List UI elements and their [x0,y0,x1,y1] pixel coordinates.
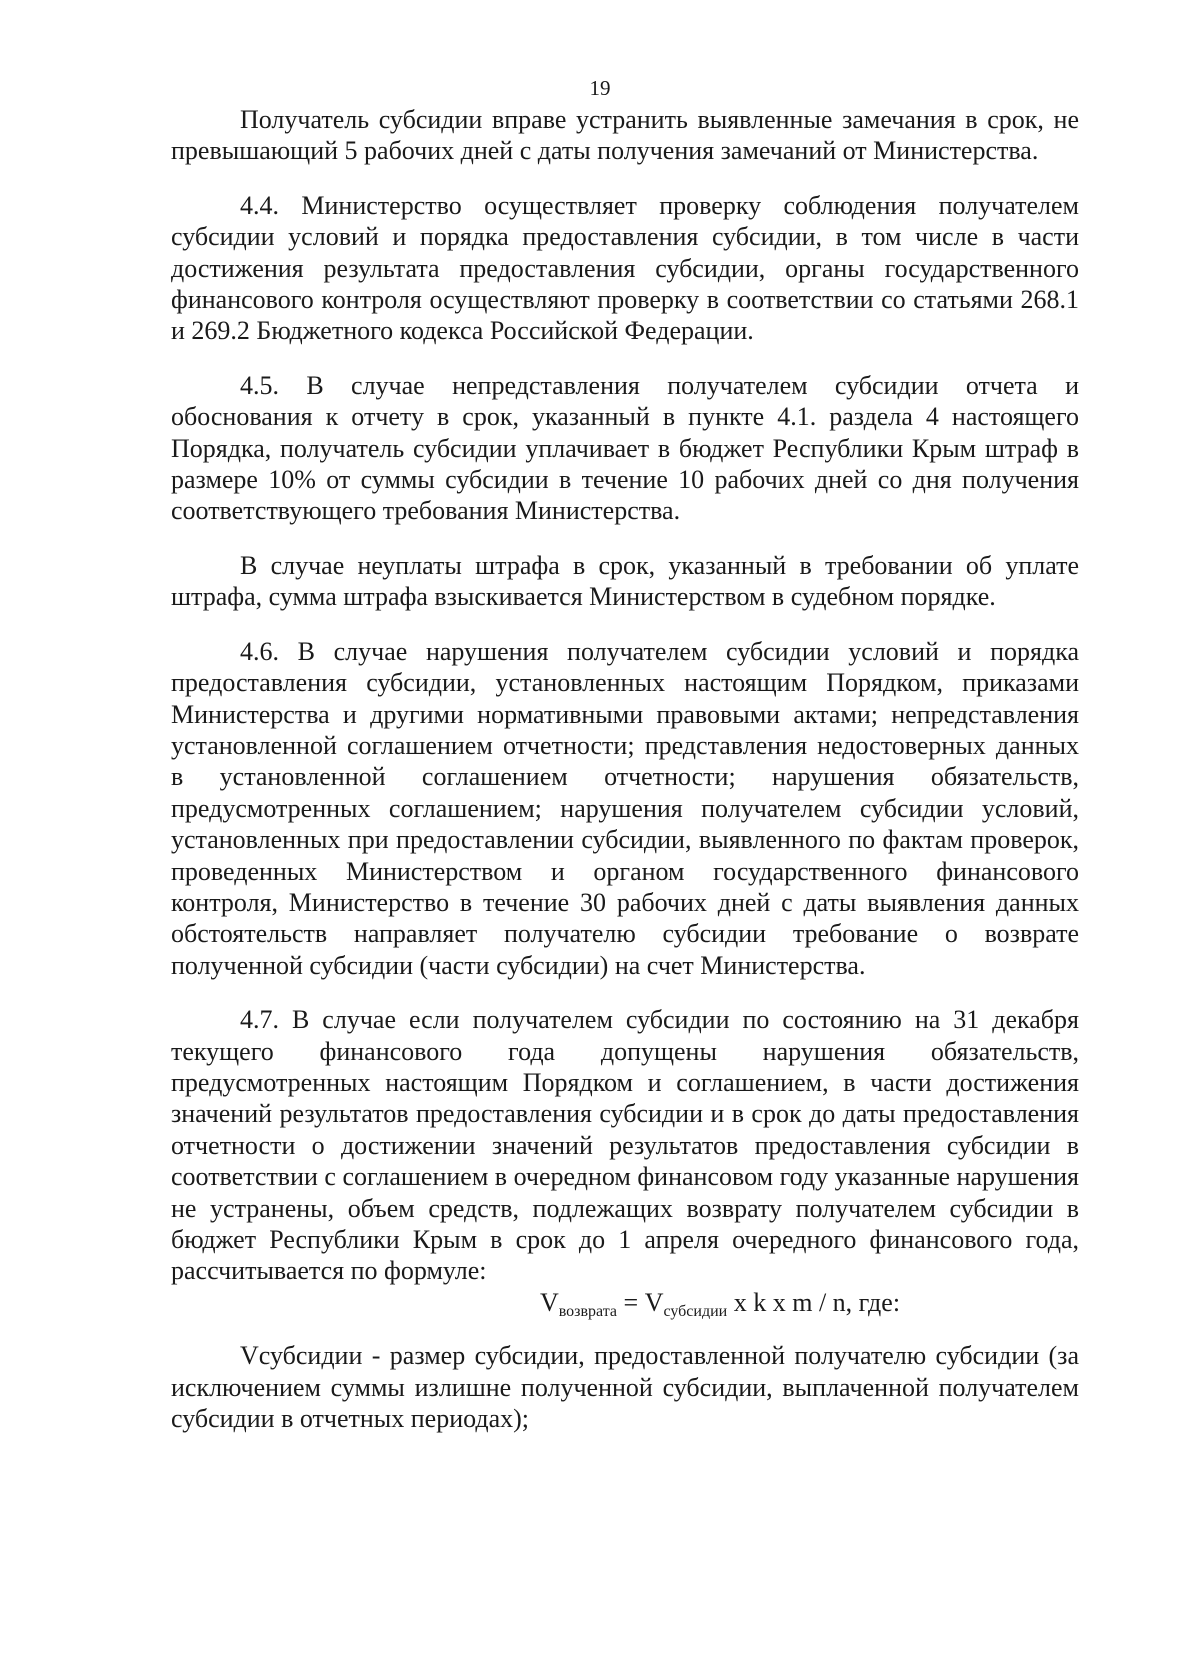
return-volume-formula [171,1287,1079,1318]
formula-tail: x k x m / n, где: [727,1287,901,1317]
paragraph-4-5: 4.5. В случае непредставления получателем субсидии отчета и обоснования к отчету в срок, указанный в пункте 4.1. раздела 4 настоящего Порядка, получатель субсидии уплачивает в бюджет Республики Крым штраф в размере 10% от суммы субсидии в течение 10 рабочих дней со дня получения соответствующего требования Министерства. [171,370,1079,526]
formula-rhs: V [644,1287,664,1317]
paragraph-4-7: 4.7. В случае если получателем субсидии по состоянию на 31 декабря текущего финансового года допущены нарушения обязательств, предусмотренных настоящим Порядком и соглашением, в части достижения значений результатов предоставления субсидии и в срок до даты предоставления отчетности о достижении значений результатов предоставления субсидии в соответствии с соглашением в очередном финансовом году указанные нарушения не устранены, объем средств, подлежащих возврату получателем субсидии в бюджет Республики Крым в срок до 1 апреля очередного финансового года, рассчитывается по формуле: [171,1005,1079,1286]
formula-lhs-subscript: возврата [558,1302,618,1320]
paragraph-4-6: 4.6. В случае нарушения получателем субсидии условий и порядка предоставления субсидии, установленных настоящим Порядком, приказами Министерства и другими нормативными правовыми актами; непредставления установленной соглашением отчетности; представления недостоверных данных в установленной соглашением отчетности; нарушения обязательств, предусмотренных соглашением; нарушения получателем субсидии условий, установленных при предоставлении субсидии, выявленного по фактам проверок, проведенных Министерством и органом государственного финансового контроля, Министерство в течение 30 рабочих дней с даты выявления данных обстоятельств направляет получателю субсидии требование о возврате полученной субсидии (части субсидии) на счет Министерства. [171,636,1079,980]
page-number: 19 [589,76,611,100]
paragraph-remarks-deadline: Получатель субсидии вправе устранить выявленные замечания в срок, не превышающий 5 рабочих дней с даты получения замечаний от Министерства. [171,105,1079,166]
paragraph-4-4: 4.4. Министерство осуществляет проверку соблюдения получателем субсидии условий и порядка предоставления субсидии, в том числе в части достижения результата предоставления субсидии, органы государственного финансового контроля осуществляют проверку в соответствии со статьями 268.1 и 269.2 Бюджетного кодекса Российской Федерации. [171,190,1079,346]
formula-equals: = [617,1287,645,1317]
paragraph-penalty-nonpayment: В случае неуплаты штрафа в срок, указанный в требовании об уплате штрафа, сумма штрафа взыскивается Министерством в судебном порядке. [171,550,1079,612]
document-body [171,104,1079,1457]
formula-lhs: V [539,1287,559,1317]
formula-rhs-subscript: субсидии [663,1302,728,1320]
paragraph-vsubsidy-definition: Vсубсидии - размер субсидии, предоставленной получателю субсидии (за исключением суммы излишне полученной субсидии, выплаченной получателем субсидии в отчетных периодах); [171,1341,1079,1434]
